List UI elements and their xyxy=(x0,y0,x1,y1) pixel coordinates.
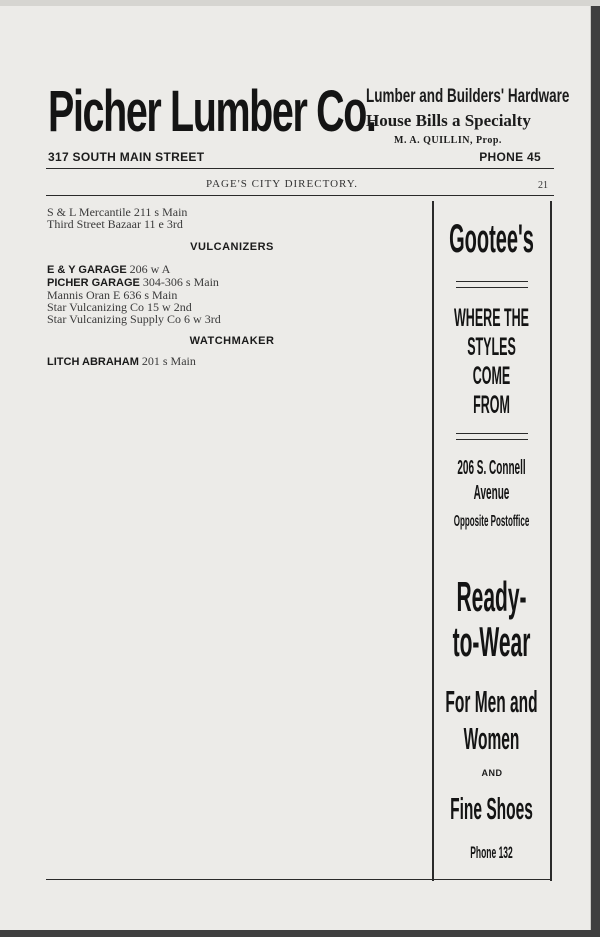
side-ad-box xyxy=(432,201,552,881)
page-top-edge xyxy=(0,0,600,6)
header-ad-line1: Lumber and Builders' Hardware xyxy=(366,86,570,107)
business-name: E & Y GARAGE xyxy=(47,264,127,276)
header-ad-phone: PHONE 45 xyxy=(479,150,541,164)
side-ad-address-1: 206 S. Connell xyxy=(457,457,526,479)
side-ad-tagline-4: FROM xyxy=(473,391,510,419)
listings-column xyxy=(47,206,427,368)
header-ad-company-name: Picher Lumber Co. xyxy=(48,79,376,144)
list-item: Third Street Bazaar 11 e 3rd xyxy=(47,217,183,231)
running-head-title: PAGE'S CITY DIRECTORY. xyxy=(206,178,359,190)
side-ad-audience-2: Women xyxy=(463,721,520,756)
list-item xyxy=(47,263,427,276)
side-ad-tagline-1: WHERE THE xyxy=(454,304,529,332)
side-ad-product-2: to-Wear xyxy=(452,618,531,665)
side-ad-divider xyxy=(456,433,528,440)
business-name: LITCH ABRAHAM xyxy=(47,356,139,368)
header-ad-proprietor: M. A. QUILLIN, Prop. xyxy=(394,135,502,146)
side-ad-phone: Phone 132 xyxy=(470,843,513,862)
side-ad-product-1: Ready- xyxy=(456,573,527,620)
header-rule-bottom xyxy=(46,195,554,196)
header-ad-details xyxy=(366,86,570,146)
section-heading-vulcanizers: VULCANIZERS xyxy=(190,241,274,253)
side-ad-divider xyxy=(456,281,528,288)
side-ad-conjunction: AND xyxy=(481,768,503,778)
side-ad-tagline-2: STYLES xyxy=(467,333,516,361)
side-ad-audience-1: For Men and xyxy=(445,684,538,719)
list-item: Mannis Oran E 636 s Main xyxy=(47,288,178,302)
header-ad-line2: House Bills a Specialty xyxy=(366,111,531,130)
side-ad-store-name: Gootee's xyxy=(449,217,534,261)
side-ad-tagline-3: COME xyxy=(472,362,511,390)
page-number: 21 xyxy=(538,180,548,191)
list-item: S & L Mercantile 211 s Main xyxy=(47,205,188,219)
side-ad-address-2: Avenue xyxy=(473,482,510,504)
list-item xyxy=(47,355,427,368)
business-address: 206 w A xyxy=(129,262,171,276)
section-heading-watchmaker: WATCHMAKER xyxy=(189,335,275,347)
header-rule-top xyxy=(46,168,554,169)
business-address: 304-306 s Main xyxy=(142,275,219,289)
business-address: 201 s Main xyxy=(141,354,196,368)
side-ad-product-3: Fine Shoes xyxy=(450,791,533,826)
list-item: Star Vulcanizing Co 15 w 2nd xyxy=(47,300,192,314)
business-name: PICHER GARAGE xyxy=(47,277,140,289)
footer-rule xyxy=(46,879,552,880)
list-item: Star Vulcanizing Supply Co 6 w 3rd xyxy=(47,312,221,326)
header-ad-address: 317 SOUTH MAIN STREET xyxy=(48,150,205,164)
side-ad-location-note: Opposite Postoffice xyxy=(453,513,530,530)
